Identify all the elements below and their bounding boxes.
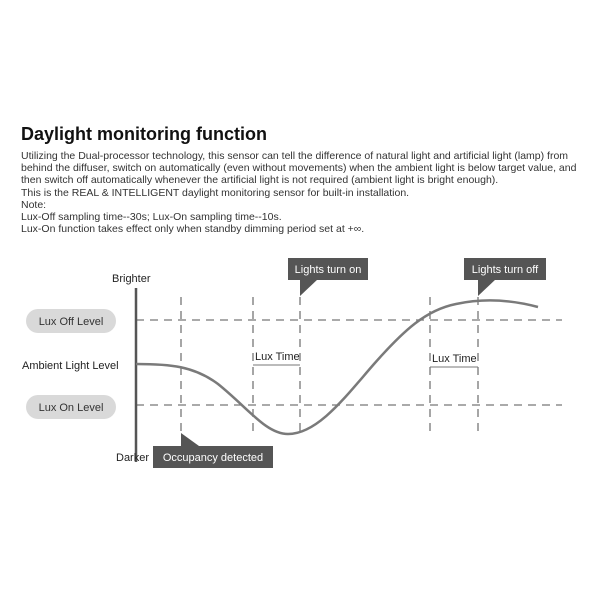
description-line-intelligent: This is the REAL & INTELLIGENT daylight monitoring sensor for built-in installation.	[21, 186, 410, 199]
callout-occupancy-text: Occupancy detected	[162, 452, 264, 464]
callout-occupancy-pointer	[181, 433, 199, 446]
note-heading: Note:	[21, 198, 47, 211]
darker-label: Darker	[116, 452, 150, 464]
note-sampling-time: Lux-Off sampling time--30s; Lux-On sampling time--10s.	[21, 211, 282, 224]
callout-lights-off-pointer	[478, 279, 496, 296]
lux-time-label-1: Lux Time	[255, 351, 300, 363]
lux-time-label-2: Lux Time	[432, 353, 477, 365]
description-paragraph: Utilizing the Dual-processor technology, this sensor can tell the difference of natural light and artificial light (lamp) from behind the diffuser, switch on automatically (even without movements) when the ambient light is below target value, and then switch off automatically whenever the artificial light is not required (ambient light is bright enough).	[21, 150, 577, 187]
brighter-label: Brighter	[112, 273, 151, 285]
note-lux-on-condition: Lux-On function takes effect only when standby dimming period set at +∞.	[21, 223, 365, 236]
callout-lights-on-text: Lights turn on	[294, 264, 362, 276]
lux-on-level-label: Lux On Level	[38, 402, 104, 414]
page-title: Daylight monitoring function	[21, 124, 267, 144]
ambient-light-level-label: Ambient Light Level	[22, 360, 119, 372]
lux-off-level-label: Lux Off Level	[38, 316, 104, 328]
callout-lights-on-pointer	[300, 279, 318, 296]
callout-lights-off-text: Lights turn off	[471, 264, 539, 276]
